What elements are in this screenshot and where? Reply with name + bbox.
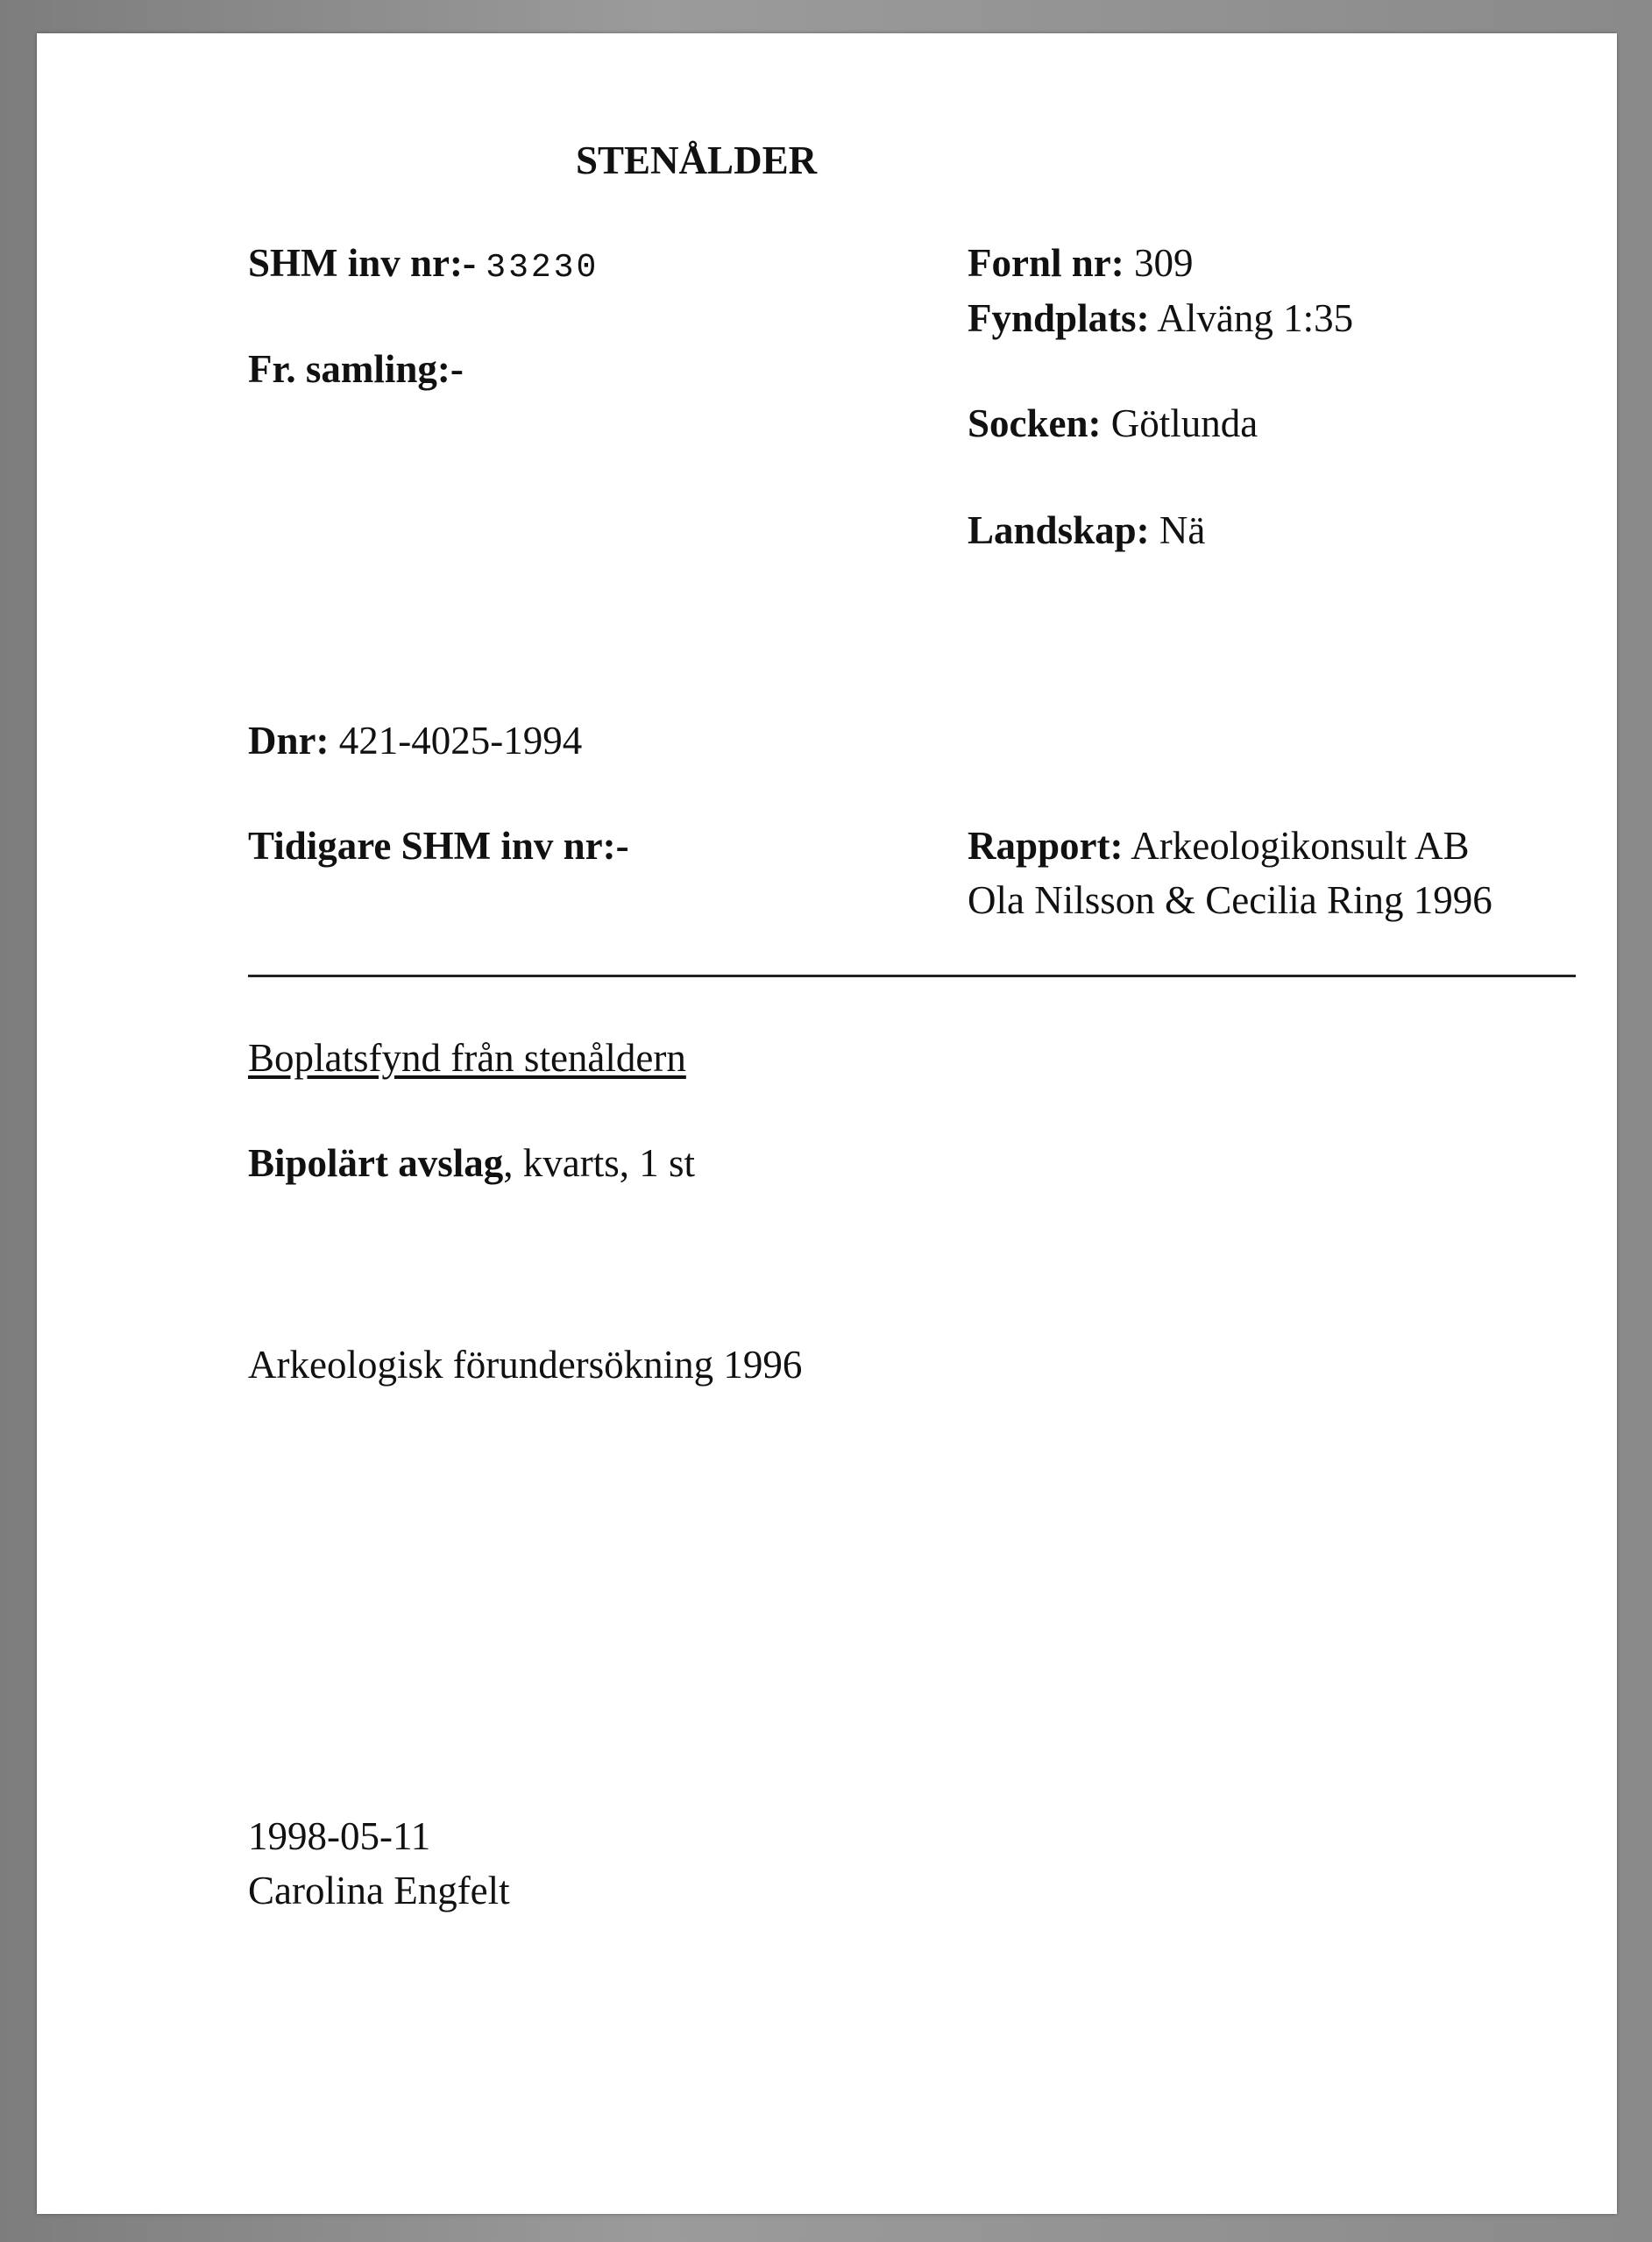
find-description bbox=[248, 1139, 695, 1187]
document-page bbox=[37, 33, 1617, 2214]
landskap-value: Nä bbox=[1159, 508, 1206, 552]
rapport-authors: Ola Nilsson & Cecilia Ring 1996 bbox=[968, 878, 1492, 922]
page-title: STENÅLDER bbox=[576, 138, 818, 182]
fyndplats-label: Fyndplats: bbox=[968, 296, 1150, 340]
find-type: Bipolärt avslag bbox=[248, 1141, 504, 1185]
rapport-label: Rapport: bbox=[968, 824, 1124, 868]
section-heading: Boplatsfynd från stenåldern bbox=[248, 1036, 686, 1080]
fornl-value: 309 bbox=[1133, 241, 1194, 285]
rapport-value: Arkeologikonsult AB bbox=[1131, 824, 1470, 868]
landskap-label: Landskap: bbox=[968, 508, 1150, 552]
dnr-value: 421-4025-1994 bbox=[338, 719, 583, 763]
socken-field bbox=[968, 400, 1258, 447]
fyndplats-field bbox=[968, 294, 1353, 342]
dnr-label: Dnr: bbox=[248, 719, 330, 763]
fr-samling-label: Fr. samling:- bbox=[248, 347, 464, 391]
rapport-field bbox=[968, 822, 1470, 869]
fyndplats-value: Alväng 1:35 bbox=[1157, 296, 1354, 340]
divider bbox=[248, 975, 1576, 977]
find-details: , kvarts, 1 st bbox=[503, 1141, 696, 1185]
investigation-note: Arkeologisk förundersökning 1996 bbox=[248, 1343, 803, 1387]
footer-date: 1998-05-11 bbox=[248, 1814, 431, 1858]
fornl-label: Fornl nr: bbox=[968, 241, 1124, 285]
shm-inv-value: 33230 bbox=[486, 249, 599, 287]
shm-inv-label: SHM inv nr:- bbox=[248, 241, 477, 285]
fornl-field bbox=[968, 239, 1193, 287]
tidigare-label: Tidigare SHM inv nr:- bbox=[248, 824, 629, 868]
shm-inv-field bbox=[248, 239, 599, 288]
landskap-field bbox=[968, 507, 1205, 554]
socken-value: Götlunda bbox=[1110, 401, 1258, 445]
footer-author: Carolina Engfelt bbox=[248, 1869, 510, 1912]
dnr-field bbox=[248, 717, 582, 764]
socken-label: Socken: bbox=[968, 401, 1102, 445]
